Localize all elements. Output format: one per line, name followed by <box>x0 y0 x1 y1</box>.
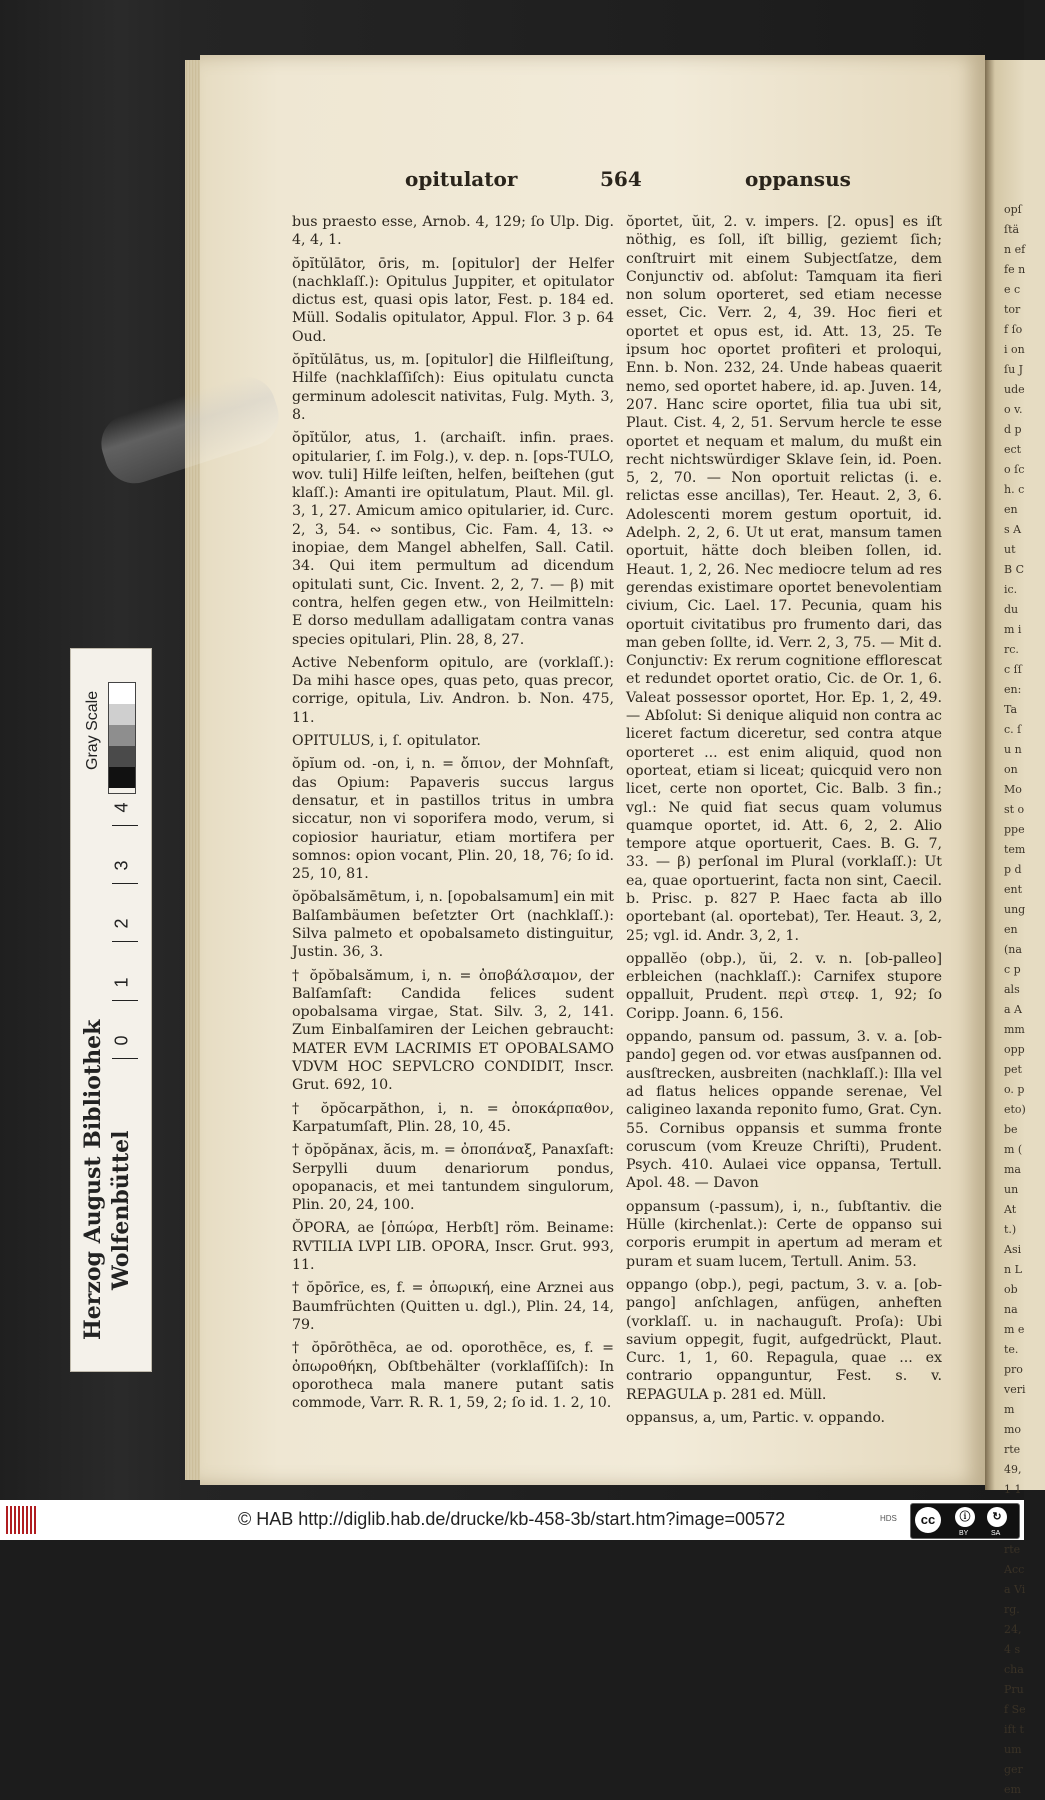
dictionary-entry: ŏpĭtŭlor, atus, 1. (archaiſt. infin. praes. opitularier, ſ. im Folg.), v. dep. n. [ops-TULO, wov. tuli] Hilfe leiſten, helfen, beiſtehen (gut klaſſ.): Amanti ire opitulatum, Plaut. Mil. gl. 3, 1, 27. Amicum amico opitularier, id. Curc. 2, 3, 54. ∾ sontibus, Cic. Fam. 4, 13. ∾ inopiae, dem Mangel abhelfen, Sall. Catil. 34. Qui item permultum ad dicendum opitulati sunt, Cic. Invent. 2, 2, 7. — β) mit contra, helfen gegen etw., von Heilmitteln: E dorso medullam adalligatam contra vanas species opitulari, Plin. 28, 8, 27. <box>292 430 614 648</box>
dictionary-entry: † ŏpōrōthēca, ae od. oporothēce, es, f. = ὀπωροθήκη, Obſtbehälter (vorklaſſiſch): In oporotheca mala manere putant satis commode, Varr. R. R. 1, 59, 2; ſo id. 1. 2, 10. <box>292 1340 614 1412</box>
ruler-number: 1 <box>111 977 132 988</box>
footer-mark: HDS <box>880 1514 897 1523</box>
ruler-number: 0 <box>111 1035 132 1046</box>
running-head-left: opitulator <box>405 167 518 191</box>
dictionary-entry: oppansum (-passum), i, n., ſubſtantiv. die Hülle (kirchenlat.): Certe de oppanso sui corporis erumpit in apertum ad meram et puram et suam lucem, Tertull. Anim. 53. <box>626 1198 942 1270</box>
right-column <box>626 213 942 1432</box>
swatch-mid <box>109 725 135 746</box>
page-number: 564 <box>600 167 642 191</box>
dictionary-entry: oppansus, a, um, Partic. v. oppando. <box>626 1410 885 1426</box>
ruler-number: 2 <box>111 918 132 929</box>
dictionary-entry: OPITULUS, i, ſ. opitulator. <box>292 733 481 750</box>
gray-scale-label: Gray Scale <box>84 690 101 770</box>
left-column <box>292 213 614 1417</box>
image-url-link[interactable]: © HAB http://diglib.hab.de/drucke/kb-458-3b/start.htm?image=00572 <box>238 1509 786 1529</box>
gray-swatches <box>108 682 136 794</box>
library-city: Wolfenbüttel <box>108 1130 134 1290</box>
swatch-black <box>109 767 135 788</box>
dictionary-entry: † ŏpŏpănax, ăcis, m. = ὀποπάναξ, Panaxſaft: Serpylli duum denariorum pondus, opopanacis, et mei tantundem singulorum, Plin. 20, 24, 100. <box>292 1142 614 1214</box>
dictionary-entry: † ŏpŏcarpăthon, i, n. = ὀποκάρπαθον, Karpatumſaft, Plin. 28, 10, 45. <box>292 1100 614 1135</box>
by-label: BY <box>959 1530 969 1537</box>
cc-icon: cc <box>915 1507 941 1533</box>
ruler-tick <box>112 883 138 884</box>
ruler-tick <box>112 1000 138 1001</box>
dictionary-entry: ŎPORA, ae [ὀπώρα, Herbſt] röm. Beiname: RVTILIA LVPI LIB. OPORA, Inscr. Grut. 993, 11. <box>292 1220 614 1274</box>
ruler-number: 4 <box>111 802 132 813</box>
dictionary-entry: ŏpŏbalsămētum, i, n. [opobalsamum] ein mit Balſambäumen beſetzter Ort (nachklaſſ.): Silva palmeto et opobalsameto distinguitur, Justin. 36, 3. <box>292 889 614 961</box>
dictionary-entry: ŏpĭtŭlātus, us, m. [opitulor] die Hilfleiſtung, Hilfe (nachklaſſiſch): Eius opitulatu cuncta germinum adolescit nativitas, Fulg. Myth. 3, 8. <box>292 352 614 423</box>
swatch-white <box>109 683 135 704</box>
library-name: Herzog August Bibliothek <box>80 1019 106 1340</box>
ruler-tick <box>112 941 138 942</box>
hab-logo-icon <box>6 1506 36 1534</box>
cc-license-badge[interactable] <box>910 1503 1020 1539</box>
share-alike-icon: ↻ <box>987 1507 1007 1527</box>
ruler-tick <box>112 825 138 826</box>
dictionary-entry: ŏportet, ŭit, 2. v. impers. [2. opus] es iſt nöthig, es ſoll, iſt billig, geziemt ſich; conſtruirt mit einem Subjectſatze, dem Conjunctiv od. abſolut: Tamquam ita fieri non solum oporteret, sed etiam necesse esset, Cic. Verr. 2, 4, 39. Hoc fieri et oportet et opus est, id. Att. 13, 25. Te ipsum hoc oportet profiteri et proloqui, Enn. b. Non. 232, 24. Unde habeas quaerit nemo, sed oportet habere, id. ap. Juven. 14, 207. Hanc scire oportet, filia tua ubi sit, Plaut. Cist. 4, 2, 51. Servum hercle te esse oportet et nequam et malum, du mußt ein recht nichtswürdiger Sklave ſein, id. Poen. 5, 2, 70. — Non oportuit relictas (i. e. relictas esse ancillas), Ter. Heaut. 2, 3, 6. Adolescenti morem gestum oportuit, id. Adelph. 2, 2, 6. Ut ut erat, mansum tamen oportuit, hätte doch bleiben ſollen, id. Heaut. 1, 2, 26. Nec mediocre telum ad res gerendas existimare oportet benevolentiam civium, Cic. Lael. 17. Pecunia, quam his oportuit civitatibus pro frumento dari, das man geben ſollte, id. Verr. 2, 3, 75. — Mit d. Conjunctiv: Ex rerum cognitione efflorescat et redundet oportet oratio, Cic. de Or. 1, 6. Valeat possessor oportet, Hor. Ep. 1, 2, 49. — Abſolut: Si denique aliquid non contra ac liceret factum diceretur, sed contra atque oporteret ... est enim aliquid, quod non oporteat, etiam si liceat; quicquid vero non licet, certe non oportet, Cic. Balb. 3 fin.; vgl.: Ne quid fiat secus quam volumus quamque oportet, id. Att. 6, 2, 2. Alio tempore atque oportuerit, Caes. B. G. 7, 33. — β) perſonal im Plural (vorklaſſ.): Ut ea, quae oportuerint, facta non sint, Caecil. b. Prisc. p. 827 P. Haec facta ab illo oportebant (al. oportebat), Ter. Heaut. 3, 2, 25; vgl. id. Andr. 3, 2, 1. <box>626 214 942 944</box>
dictionary-entry: † ŏpŏbalsămum, i, n. = ὀποβάλσαμον, der Balſamſaft: Candida felices sudent opobalsama virgae, Stat. Silv. 3, 2, 141. Zum Einbalſamiren der Leichen gebraucht: MATER EVM LACRIMIS ET OPOBALSAMO VDVM HOC SEPVLCRO CONDIDIT, Inscr. Grut. 692, 10. <box>292 967 614 1094</box>
dictionary-entry: oppallĕo (obp.), ŭi, 2. v. n. [ob-palleo] erbleichen (nachklaſſ.): Carnifex stupore oppalluit, Prudent. περὶ στεφ. 1, 92; ſo Coripp. Joann. 6, 156. <box>626 950 942 1022</box>
dictionary-entry: † ŏpōrīce, es, f. = ὀπωρική, eine Arznei aus Baumfrüchten (Quitten u. dgl.), Plin. 24, 14, 79. <box>292 1280 614 1333</box>
sa-label: SA <box>991 1530 1001 1537</box>
swatch-dark <box>109 746 135 767</box>
swatch-light <box>109 704 135 725</box>
dictionary-entry: bus praesto esse, Arnob. 4, 129; ſo Ulp. Dig. 4, 4, 1. <box>292 214 614 249</box>
facing-page-text: opſ ſtän effe ne c tor f ſo i onſu Jude o v. d pecto ſch. c en s Aut B Cic. dum i rc. c ſſen: Tac. ſu non Most oppe temp dent ungen (nac palsa Amm opp peto. peto) bem ( maun Att.) Asin Lob nam ete. pro verim morte 49, 1 1 rte Acca Virg. 24, 4 scha Pruf Seift tum gerem <box>1004 203 1026 1796</box>
attribution-icon: ⓘ <box>955 1507 975 1527</box>
dictionary-entry: oppango (obp.), pegi, pactum, 3. v. a. [ob-pango] anſchlagen, anfügen, anheften (vorklaſſ. u. in nachauguſt. Proſa): Ubi savium oppegit, fugit, aufgedrückt, Plaut. Curc. 1, 1, 60. Repagula, quae ... ex contrario oppanguntur, Fest. s. v. REPAGULA p. 281 ed. Müll. <box>626 1276 942 1403</box>
dictionary-entry: ŏpĭum od. -on, i, n. = ὄπιον, der Mohnſaft, das Opium: Papaveris succus largus densatur, et in pastillos tritus in umbra siccatur, non vi soporifera modo, verum, si copiosior hauriatur, etiam mortifera per somnos: opion vocant, Plin. 20, 18, 76; ſo id. 25, 10, 81. <box>292 756 614 883</box>
running-head-right: oppansus <box>745 167 851 191</box>
ruler-number: 3 <box>111 860 132 871</box>
dictionary-entry: Active Nebenform opitulo, are (vorklaſſ.): Da mihi hasce opes, quas peto, quas precor, corrige, opitula, Liv. Andron. b. Non. 475, 11. <box>292 654 614 726</box>
ruler-tick <box>112 1058 138 1059</box>
dictionary-entry: oppando, pansum od. passum, 3. v. a. [ob-pando] gegen od. vor etwas ausſpannen od. ausſtrecken, ausbreiten (nachklaſſ.): Illa vel ad flatus helices oppande serenae, Vel caligineo laxanda reponito fumo, Grat. Cyn. 55. Cornibus oppansis et summa fronte coruscum (vom Kreuze Chriſti), Prudent. Psych. 410. Aulaei vice oppansa, Tertull. Apol. 48. — Davon <box>626 1029 942 1192</box>
viewer-footer <box>0 1500 1024 1540</box>
dictionary-entry: ŏpĭtŭlātor, ōris, m. [opitulor] der Helfer (nachklaſſ.): Opitulus Juppiter, et opitulator dictus est, quasi opis lator, Fest. p. 184 ed. Müll. Sodalis opitulator, Appul. Flor. 3 p. 64 Oud. <box>292 255 614 345</box>
